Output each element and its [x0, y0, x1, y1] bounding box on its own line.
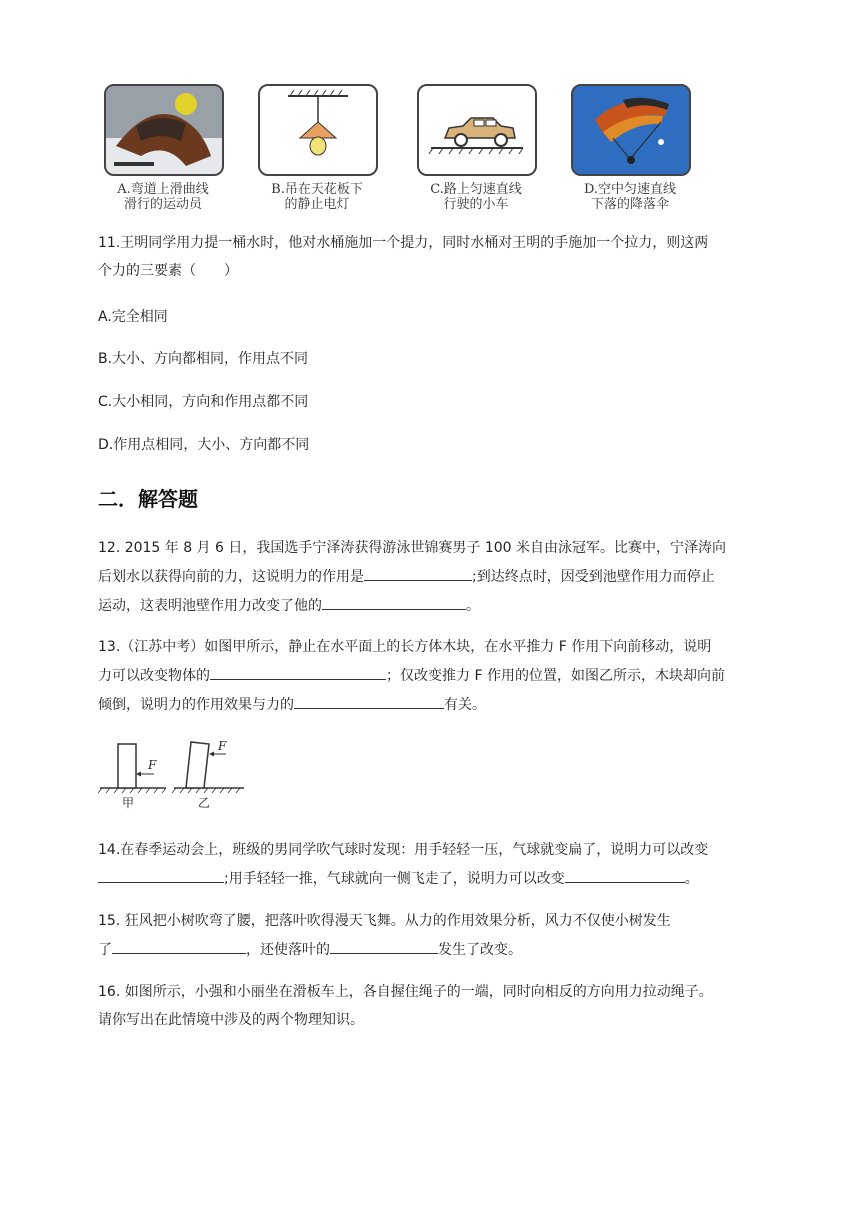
- answer-blank[interactable]: [565, 864, 685, 883]
- answer-blank[interactable]: [98, 864, 224, 883]
- question-11: [98, 229, 763, 285]
- q11-option-a: A.完全相同: [98, 309, 168, 325]
- option-a-caption-line2: 滑行的运动员: [123, 197, 202, 212]
- block-force-diagram: [98, 738, 248, 810]
- q13-line1: 13.（江苏中考）如图甲所示，静止在水平面上的长方体木块，在水平推力 F 作用下向前移动，说明: [98, 639, 712, 655]
- q16-line1: 16. 如图所示，小强和小丽坐在滑板车上，各自握住绳子的一端，同时向相反的方向用力拉动绳子。: [98, 984, 713, 1000]
- option-b-caption-line2: 的静止电灯: [284, 197, 350, 212]
- force-label-yi: F: [218, 739, 227, 753]
- option-a-caption-line1: A.弯道上滑曲线: [117, 182, 209, 197]
- section-title: 二．解答题: [98, 487, 198, 511]
- question-16: [98, 978, 763, 1034]
- q15-line2: 了 ，还使落叶的 发生了改变。: [98, 935, 763, 964]
- option-c-caption-line1: C.路上匀速直线: [430, 182, 522, 197]
- q16-line2: 请你写出在此情境中涉及的两个物理知识。: [98, 1012, 364, 1028]
- option-a-figure: [100, 84, 226, 220]
- answer-blank[interactable]: [322, 591, 466, 610]
- q12-line3: 运动，这表明池壁作用力改变了他的 。: [98, 591, 763, 620]
- option-b-caption-line1: B.吊在天花板下: [271, 182, 363, 197]
- speed-skater-photo: [104, 84, 224, 176]
- answer-blank[interactable]: [112, 935, 246, 954]
- question-14: [98, 836, 763, 893]
- option-c-figure: [413, 84, 539, 220]
- question-12: [98, 534, 763, 620]
- option-b-figure: [254, 84, 380, 220]
- option-c-caption-line2: 行驶的小车: [443, 197, 509, 212]
- hanging-lamp-icon: [258, 84, 378, 176]
- q13-line3: 倾倒，说明力的作用效果与力的 有关。: [98, 690, 763, 719]
- q11-option-c: C.大小相同，方向和作用点都不同: [98, 394, 309, 410]
- option-d-figure: [567, 84, 693, 220]
- q11-option-b: B.大小、方向都相同，作用点不同: [98, 351, 309, 367]
- q15-line1: 15. 狂风把小树吹弯了腰，把落叶吹得漫天飞舞。从力的作用效果分析，风力不仅使小树发生: [98, 913, 671, 929]
- option-d-caption-line2: 下落的降落伞: [590, 197, 669, 212]
- figure-label-yi: 乙: [198, 796, 211, 810]
- q11-line2: 个力的三要素（ ）: [98, 263, 238, 279]
- answer-blank[interactable]: [364, 562, 472, 581]
- question-13: [98, 633, 763, 719]
- q14-line1: 14.在春季运动会上，班级的男同学吹气球时发现：用手轻轻一压，气球就变扁了，说明力可以改变: [98, 842, 709, 858]
- answer-blank[interactable]: [210, 661, 386, 680]
- parachute-photo: [571, 84, 691, 176]
- q11-option-d: D.作用点相同，大小、方向都不同: [98, 437, 310, 453]
- figure-label-jia: 甲: [122, 796, 135, 810]
- q12-line1: 12. 2015 年 8 月 6 日，我国选手宁泽涛获得游泳世锦赛男子 100 米自由泳冠军。比赛中，宁泽涛向: [98, 540, 727, 556]
- q14-line2: ;用手轻轻一推，气球就向一侧飞走了，说明力可以改变 。: [98, 864, 763, 893]
- answer-blank[interactable]: [330, 935, 438, 954]
- q11-line1: 11.王明同学用力提一桶水时，他对水桶施加一个提力，同时水桶对王明的手施加一个拉力，则这两: [98, 235, 709, 251]
- question-15: [98, 907, 763, 964]
- force-label-jia: F: [148, 758, 157, 772]
- answer-blank[interactable]: [294, 690, 444, 709]
- option-d-caption-line1: D.空中匀速直线: [583, 182, 677, 197]
- car-icon: [417, 84, 537, 176]
- q13-line2: 力可以改变物体的 ；仅改变推力 F 作用的位置，如图乙所示，木块却向前: [98, 661, 763, 690]
- q12-line2: 后划水以获得向前的力，这说明力的作用是 ;到达终点时，因受到池壁作用力而停止: [98, 562, 763, 591]
